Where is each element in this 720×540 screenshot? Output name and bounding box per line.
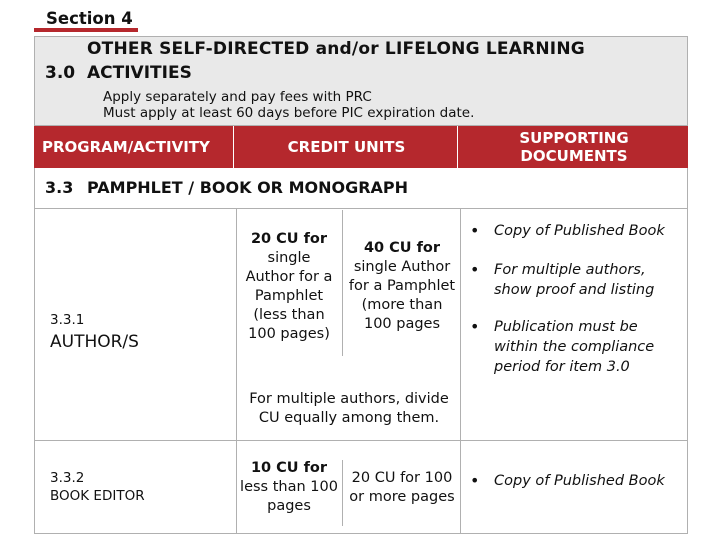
document-item: • For multiple authors, show proof and listing [470, 260, 655, 298]
credit-units-note-line: For multiple authors, divide [249, 391, 449, 407]
credit-units-condition: 100 pages [363, 316, 441, 332]
bullet-icon: • [470, 221, 480, 240]
credit-units-condition: 100 pages) [248, 326, 330, 342]
bullet-icon: • [470, 260, 480, 279]
credit-units-condition: less than 100 [240, 479, 338, 495]
grid-line [34, 208, 688, 209]
supporting-header-line2: DOCUMENTS [520, 147, 628, 165]
credit-units-condition: Pamphlet [254, 288, 324, 304]
document-item: • Copy of Published Book [470, 221, 665, 240]
column-header-program: PROGRAM/ACTIVITY [34, 126, 234, 168]
credit-units-higher-tier [344, 239, 460, 334]
subsection-row [34, 168, 688, 208]
supporting-header-line1: SUPPORTING [519, 129, 629, 147]
credit-units-value: 10 CU for [250, 460, 328, 476]
section-title-line2: ACTIVITIES [87, 63, 192, 83]
credit-units-condition: pages [267, 498, 311, 514]
credit-units-lower-tier [238, 459, 340, 516]
credit-units-value: 40 CU for [363, 240, 441, 256]
grid-line [460, 208, 461, 534]
subsection-title: PAMPHLET / BOOK OR MONOGRAPH [87, 178, 409, 197]
table-header [34, 126, 688, 168]
grid-line [687, 208, 688, 534]
credit-units-lower-tier [238, 230, 340, 344]
credit-units-note-line: CU equally among them. [258, 410, 440, 426]
bullet-icon: • [470, 471, 480, 490]
credit-units-condition: single Author [353, 259, 451, 275]
grid-line [34, 440, 688, 441]
section-title-line1: OTHER SELF-DIRECTED and/or LIFELONG LEARNING [87, 39, 585, 59]
grid-line [236, 208, 237, 534]
section-header-box [34, 36, 688, 126]
credit-units-condition: single [267, 250, 311, 266]
grid-line [342, 210, 343, 356]
row-name: BOOK EDITOR [50, 488, 145, 504]
column-header-credit-units: CREDIT UNITS [236, 126, 458, 168]
credit-units-note [238, 390, 460, 428]
credit-units-condition: 20 CU for 100 [351, 470, 453, 486]
section-number: 3.0 [45, 63, 76, 83]
column-header-supporting-documents [460, 126, 688, 168]
note-apply-separately: Apply separately and pay fees with PRC [103, 89, 372, 105]
bullet-icon: • [470, 317, 480, 336]
document-item: • Publication must be within the compliance period for item 3.0 [470, 317, 655, 375]
row-name: AUTHOR/S [50, 332, 139, 352]
grid-line [342, 460, 343, 526]
credit-units-higher-tier [344, 469, 460, 507]
credit-units-condition: for a Pamphlet [348, 278, 456, 294]
document-item: • Copy of Published Book [470, 471, 665, 490]
row-code: 3.3.2 [50, 470, 85, 486]
note-apply-deadline: Must apply at least 60 days before PIC expiration date. [103, 105, 475, 121]
grid-line [34, 533, 688, 534]
subsection-number: 3.3 [45, 178, 74, 197]
credit-units-condition: (more than [361, 297, 443, 313]
credit-units-value: 20 CU for [250, 231, 328, 247]
credit-units-condition: or more pages [349, 489, 455, 505]
credit-units-condition: Author for a [245, 269, 333, 285]
row-code: 3.3.1 [50, 312, 85, 328]
credit-units-condition: (less than [253, 307, 325, 323]
section-label: Section 4 [34, 6, 138, 32]
grid-line [34, 208, 35, 534]
